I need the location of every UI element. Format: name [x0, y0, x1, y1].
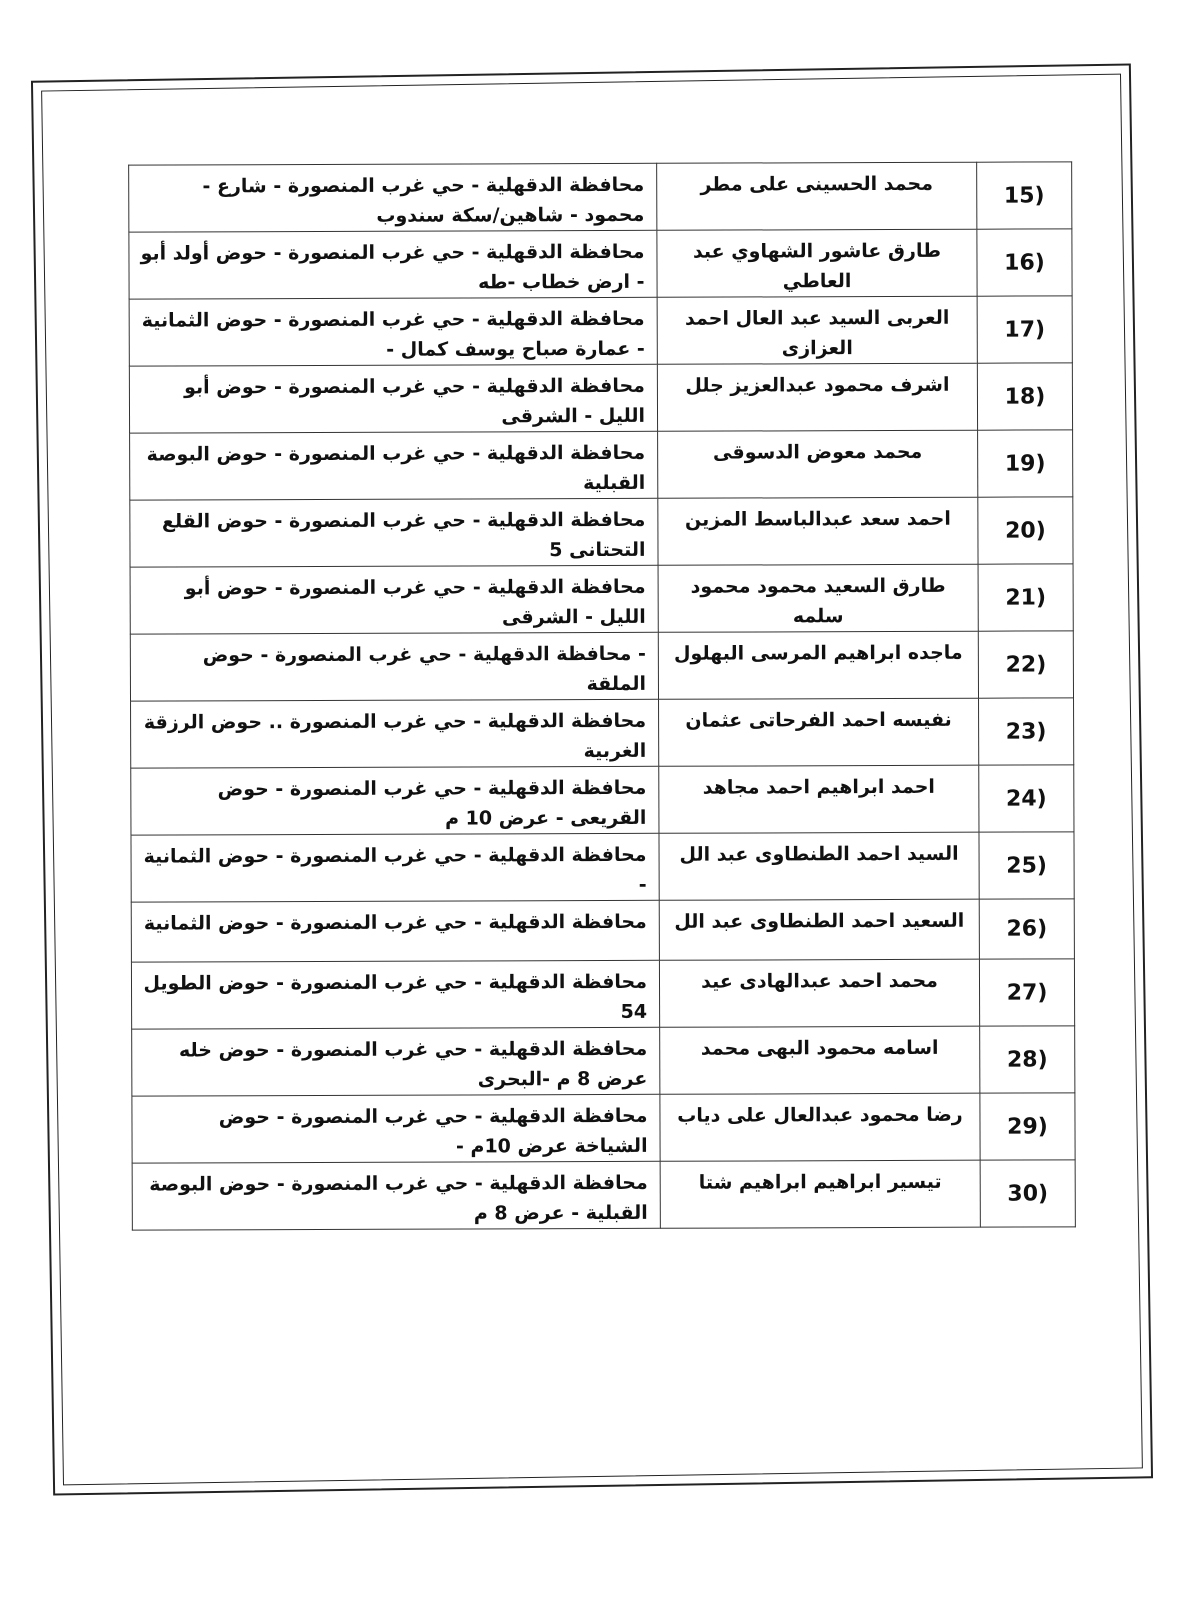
row-number: 30): [980, 1160, 1075, 1227]
person-name: طارق السعيد محمود محمود سلمه: [658, 564, 978, 632]
row-number: 21): [978, 564, 1073, 631]
person-name: تيسير ابراهيم ابراهيم شتا: [660, 1160, 980, 1228]
address: محافظة الدقهلية - حي غرب المنصورة - حوض الثمانية - عمارة صباح يوسف كمال -: [129, 297, 657, 366]
row-number: 23): [979, 698, 1074, 765]
person-name: محمد احمد عبدالهادى عيد: [659, 959, 979, 1027]
row-number: 28): [980, 1026, 1075, 1093]
table-row: [130, 430, 1073, 500]
address: محافظة الدقهلية - حي غرب المنصورة - حوض أبو الليل - الشرقى: [129, 364, 657, 433]
row-number: 27): [979, 959, 1074, 1026]
table-row: [130, 631, 1073, 701]
person-name: احمد ابراهيم احمد مجاهد: [659, 765, 979, 833]
table-row: [132, 1160, 1075, 1230]
person-name: اسامه محمود البهى محمد: [660, 1026, 980, 1094]
table-row: [131, 832, 1074, 902]
table-row: [130, 564, 1073, 634]
row-number: 20): [978, 497, 1073, 564]
address: محافظة الدقهلية - حي غرب المنصورة - حوض البوصة القبلية - عرض 8 م: [132, 1161, 660, 1230]
row-number: 29): [980, 1093, 1075, 1160]
person-name: ماجده ابراهيم المرسى البهلول: [658, 631, 978, 699]
person-name: طارق عاشور الشهاوي عبد العاطي: [657, 229, 977, 297]
address: محافظة الدقهلية - حي غرب المنصورة - حوض القريعى - عرض 10 م: [131, 766, 659, 835]
person-name: محمد معوض الدسوقى: [658, 430, 978, 498]
table-row: [129, 296, 1072, 366]
table-row: [131, 698, 1074, 768]
person-name: السيد احمد الطنطاوى عبد الل: [659, 832, 979, 900]
row-number: 16): [977, 229, 1072, 296]
person-name: العربى السيد عبد العال احمد العزازى: [657, 296, 977, 364]
row-number: 24): [979, 765, 1074, 832]
address: محافظة الدقهلية - حي غرب المنصورة .. حوض الرزقة الغربية: [131, 699, 659, 768]
person-name: السعيد احمد الطنطاوى عبد الل: [659, 899, 979, 960]
address: محافظة الدقهلية - حي غرب المنصورة - حوض الشياخة عرض 10م -: [132, 1094, 660, 1163]
address: محافظة الدقهلية - حي غرب المنصورة - حوض الثمانية -: [131, 833, 659, 902]
table-row: [129, 229, 1072, 299]
row-number: 15): [977, 162, 1072, 229]
address: محافظة الدقهلية - حي غرب المنصورة - حوض البوصة القبلية: [130, 431, 658, 500]
row-number: 26): [979, 899, 1074, 959]
row-number: 22): [978, 631, 1073, 698]
table-row: [131, 765, 1074, 835]
address: محافظة الدقهلية - حي غرب المنصورة - حوض الطويل 54: [131, 960, 659, 1029]
table-row: [130, 497, 1073, 567]
table-row: [131, 959, 1074, 1029]
person-name: نفيسه احمد الفرحاتى عثمان: [659, 698, 979, 766]
records-table: [128, 161, 1076, 1230]
person-name: رضا محمود عبدالعال على دياب: [660, 1093, 980, 1161]
address: محافظة الدقهلية - حي غرب المنصورة - شارع - محمود - شاهين/سكة سندوب: [129, 163, 657, 232]
person-name: احمد سعد عبدالباسط المزين: [658, 497, 978, 565]
row-number: 18): [977, 363, 1072, 430]
table-row: [129, 162, 1072, 232]
table-row: [129, 363, 1072, 433]
table-row: [132, 1093, 1075, 1163]
address: محافظة الدقهلية - حي غرب المنصورة - حوض أبو الليل - الشرقى: [130, 565, 658, 634]
row-number: 25): [979, 832, 1074, 899]
table-row: [131, 899, 1074, 962]
person-name: محمد الحسينى على مطر: [657, 162, 977, 230]
address: محافظة الدقهلية - حي غرب المنصورة - حوض أولد أبو - ارض خطاب -طه: [129, 230, 657, 299]
row-number: 17): [977, 296, 1072, 363]
address: محافظة الدقهلية - حي غرب المنصورة - حوض خله عرض 8 م -البحرى: [132, 1027, 660, 1096]
table-row: [132, 1026, 1075, 1096]
address: محافظة الدقهلية - حي غرب المنصورة - حوض الثمانية: [131, 900, 659, 962]
person-name: اشرف محمود عبدالعزيز جلل: [657, 363, 977, 431]
address: محافظة الدقهلية - حي غرب المنصورة - حوض القلع التحتانى 5: [130, 498, 658, 567]
address: - محافظة الدقهلية - حي غرب المنصورة - حوض الملقة: [130, 632, 658, 701]
row-number: 19): [978, 430, 1073, 497]
